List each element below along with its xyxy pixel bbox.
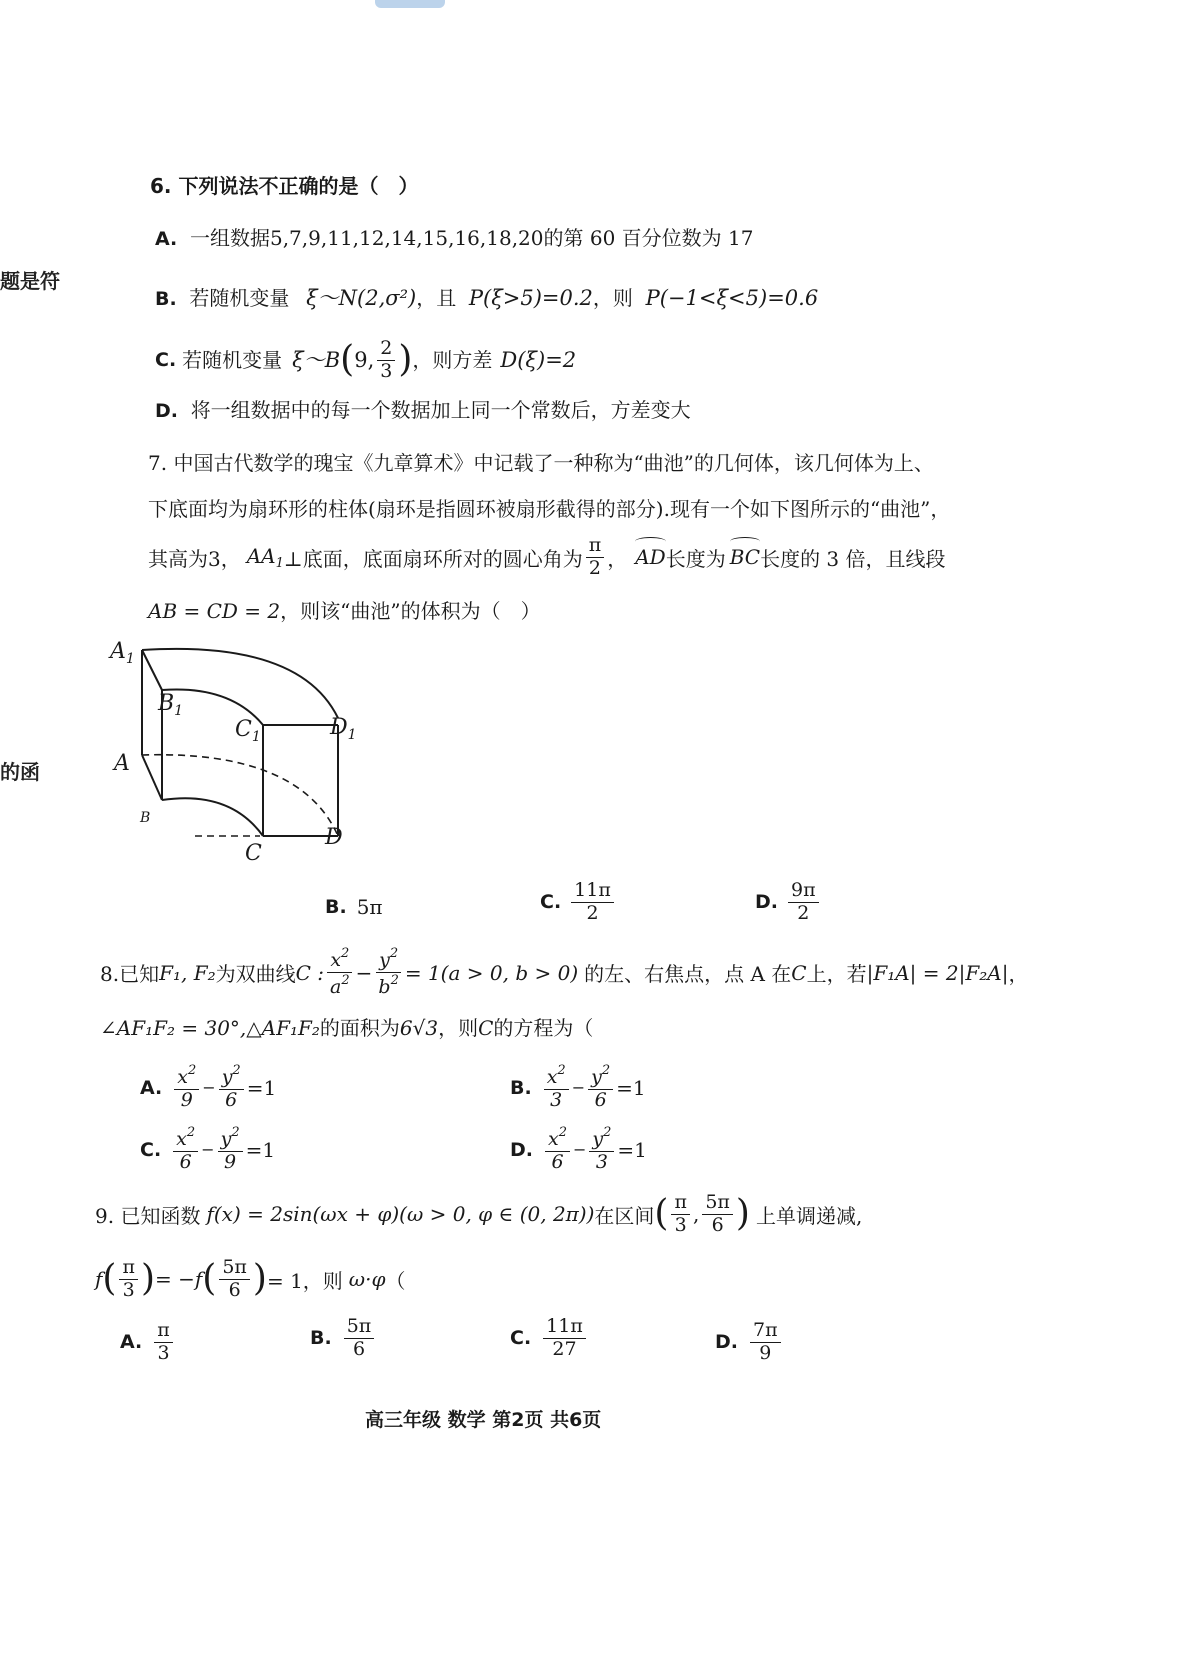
q9-option-d <box>715 1312 784 1372</box>
q8-hyperbola-text: 为双曲线 <box>215 962 296 986</box>
q7-c-fraction: $\frac{11\pi}{2}$ <box>571 881 614 924</box>
q8-intro: 8.已知 <box>100 962 160 986</box>
q8-curve-c: C <box>791 960 807 985</box>
q7-c-label: C. <box>540 891 562 913</box>
q6-b-dist: ξ～N(2,σ²) <box>306 286 417 310</box>
q9-option-a <box>120 1312 176 1372</box>
label-b: B <box>140 810 151 826</box>
q6-b-label: B. <box>155 288 177 310</box>
q7-arc-bc: BC <box>730 545 760 569</box>
q9-intro: 9. 已知函数 <box>95 1203 201 1228</box>
q8-b-den-y: 6 <box>594 1089 607 1111</box>
q8-c-den-x: 6 <box>179 1151 192 1173</box>
q9-equals: = 1，则 <box>266 1268 343 1293</box>
q9-arg2: $\frac{5\pi}{6}$ <box>219 1258 250 1301</box>
q9-interval-start: $\frac{\pi}{3}$ <box>671 1193 690 1236</box>
page-footer: 高三年级 数学 第2页 共6页 <box>365 1409 602 1431</box>
q8-a-den-y: 6 <box>225 1089 238 1111</box>
q8-option-d: D. $\frac{x^2}{6}$ − $\frac{y^2}{3}$ =1 <box>510 1125 647 1173</box>
q6-c-label: C. <box>155 348 177 371</box>
q9-f1: f <box>95 1267 103 1291</box>
label-c1: $C_1$ <box>235 717 261 745</box>
q9-a-fraction: $\frac{\pi}{3}$ <box>154 1321 173 1364</box>
label-a: A <box>114 751 130 776</box>
q8-area-value: 6√3 <box>399 1016 439 1040</box>
q7-perp-text: ⊥底面，底面扇环所对的圆心角为 <box>283 546 583 571</box>
q9-arg1: $\frac{\pi}{3}$ <box>119 1258 138 1301</box>
q8-then: ，则 <box>438 1016 479 1040</box>
q9-paren: （ <box>385 1268 406 1293</box>
q9-line-1: 9. 已知函数 f(x) = 2sin(ωx + φ)(ω > 0, φ ∈ (0, 2π)) 在区间 ( $\frac{\pi}{3}$ , $\frac{5\pi}{6}$ ) 上单调递减, <box>95 1190 863 1236</box>
q7-comma: ， <box>607 546 628 571</box>
label-a1: $A_1$ <box>110 639 135 667</box>
label-d: D <box>325 825 343 850</box>
q6-a-text: 一组数据5,7,9,11,12,14,15,16,18,20的第 60 百分位数为 17 <box>189 226 754 250</box>
q8-line-1: 8.已知 F₁, F₂ 为双曲线 C : $\frac{x^2}{a^2}$ − $\frac{y^2}{b^2}$ = 1(a > 0, b > 0) 的左、右焦点，点 A 在 C 上，若 |F₁A| = 2|F₂A| ， <box>100 946 1029 998</box>
q9-decreasing-text: 上单调递减, <box>755 1203 863 1228</box>
q8-question: 的方程为（ <box>493 1016 594 1040</box>
q7-option-d <box>755 872 822 932</box>
q6-a-label: A. <box>155 228 178 250</box>
q8-if-text: 上，若 <box>806 962 867 986</box>
q8-curve-c2: C <box>478 1016 494 1040</box>
q6-d-text: 将一组数据中的每一个数据加上同一个常数后，方差变大 <box>190 398 691 422</box>
q9-a-label: A. <box>120 1331 143 1353</box>
q6-b-cond: P(ξ>5)=0.2 <box>468 286 593 310</box>
q9-option-b <box>310 1308 377 1368</box>
q7-segment-eq: AB = CD = 2 <box>148 599 281 623</box>
q8-option-a: A. $\frac{x^2}{9}$ − $\frac{y^2}{6}$ =1 <box>140 1063 277 1111</box>
qu-chi-figure <box>100 630 380 870</box>
q6-b-mid: ，且 <box>416 286 457 310</box>
q9-line-2: f ( $\frac{\pi}{3}$ ) = −f ( $\frac{5\pi}{6}$ ) = 1，则 ω·φ （ <box>95 1255 406 1301</box>
q7-option-b <box>325 882 383 932</box>
margin-fragment-2: 的函 <box>0 760 40 784</box>
q8-condition: = 1(a > 0, b > 0) <box>404 960 579 985</box>
q8-x-term: $\frac{x^2}{a^2}$ <box>327 947 353 998</box>
q9-c-fraction: $\frac{11\pi}{27}$ <box>543 1317 586 1360</box>
q7-b-value: 5π <box>356 895 383 919</box>
q8-comma: ， <box>1008 962 1029 986</box>
q6-b-then: ，则 <box>592 286 633 310</box>
q9-d-label: D. <box>715 1331 738 1353</box>
q9-d-fraction: $\frac{7\pi}{9}$ <box>750 1321 781 1364</box>
q7-line-3 <box>148 532 946 582</box>
q8-focus-text: 的左、右焦点，点 A 在 <box>584 962 792 986</box>
q8-a-den-x: 9 <box>180 1089 193 1111</box>
q6-c-n: 9, <box>354 347 375 372</box>
q6-stem: 6. 下列说法不正确的是（ ） <box>150 174 419 198</box>
q6-c-dist: ξ～B <box>292 347 341 372</box>
q7-line-4 <box>148 595 541 624</box>
q8-d-den-y: 3 <box>595 1151 608 1173</box>
q6-c-pre: 若随机变量 <box>182 348 283 372</box>
q7-times-text: 长度的 3 倍，且线段 <box>760 546 946 571</box>
q8-triangle: △AF₁F₂ <box>246 1016 320 1040</box>
q7-height-text: 其高为3， <box>148 546 241 571</box>
q7-option-c <box>540 872 617 932</box>
margin-fragment-1: 题是符 <box>0 269 60 293</box>
q8-b-den-x: 3 <box>550 1089 563 1111</box>
q6-c-fraction: $\frac{2}{3}$ <box>377 339 395 382</box>
q7-arc-ad: AD <box>635 545 665 569</box>
q7-aa1: $AA_1$ <box>246 543 284 571</box>
q7-line-2: 下底面均为扇环形的柱体(扇环是指圆环被扇形截得的部分).现有一个如下图所示的“曲池”， <box>148 497 951 521</box>
q6-b-pre: 若随机变量 <box>189 286 290 310</box>
q8-option-c: C. $\frac{x^2}{6}$ − $\frac{y^2}{9}$ =1 <box>140 1125 276 1173</box>
q9-b-fraction: $\frac{5\pi}{6}$ <box>344 1317 375 1360</box>
label-b1: $B_1$ <box>158 691 184 719</box>
q8-d-label: D. <box>510 1138 533 1161</box>
q8-option-b: B. $\frac{x^2}{3}$ − $\frac{y^2}{6}$ =1 <box>510 1063 646 1111</box>
q6-d-label: D. <box>155 400 178 422</box>
q9-interval-text: 在区间 <box>594 1203 655 1228</box>
q7-length-text: 长度为 <box>665 546 726 571</box>
q7-d-label: D. <box>755 891 778 913</box>
q9-option-c <box>510 1308 589 1368</box>
label-d1: $D_1$ <box>330 715 357 743</box>
q8-b-label: B. <box>510 1076 532 1099</box>
q8-curve-name: C : <box>295 960 325 985</box>
q8-c-label: C. <box>140 1138 162 1161</box>
q8-foci: F₁, F₂ <box>159 960 216 985</box>
q9-c-label: C. <box>510 1327 532 1349</box>
q7-volume-question: ，则该“曲池”的体积为（ ） <box>280 599 541 623</box>
q7-line-1: 7. 中国古代数学的瑰宝《九章算术》中记载了一种称为“曲池”的几何体，该几何体为上、 <box>148 451 934 475</box>
q8-distance-eq: |F₁A| = 2|F₂A| <box>866 960 1009 985</box>
q8-line-2 <box>100 1012 593 1041</box>
label-c: C <box>245 841 262 866</box>
q9-function: f(x) = 2sin(ωx + φ)(ω > 0, φ ∈ (0, 2π)) <box>206 1202 595 1226</box>
q6-c-result: D(ξ)=2 <box>500 347 577 372</box>
q6-option-d <box>155 400 691 421</box>
q8-a-label: A. <box>140 1076 163 1099</box>
q9-b-label: B. <box>310 1327 332 1349</box>
q8-c-den-y: 9 <box>224 1151 237 1173</box>
scan-top-mark <box>375 0 445 8</box>
q9-neg-f: = −f <box>155 1267 203 1291</box>
q8-area-text: 的面积为 <box>319 1016 400 1040</box>
q7-d-fraction: $\frac{9\pi}{2}$ <box>788 881 819 924</box>
q7-angle-fraction: $\frac{\pi}{2}$ <box>586 536 605 579</box>
q6-c-mid: ，则方差 <box>412 348 493 372</box>
q9-interval-end: $\frac{5\pi}{6}$ <box>702 1193 733 1236</box>
q6-option-b <box>155 288 818 309</box>
q7-b-label: B. <box>325 896 347 918</box>
q6-option-c: C. 若随机变量 ξ～B ( 9, $\frac{2}{3}$ ) ，则方差 D(ξ)=2 <box>155 336 577 382</box>
q8-d-den-x: 6 <box>551 1151 564 1173</box>
q9-product: ω·φ <box>348 1267 386 1291</box>
q8-angle: ∠AF₁F₂ = 30°, <box>100 1016 247 1040</box>
q6-option-a <box>155 228 753 249</box>
q6-b-result: P(−1<ξ<5)=0.6 <box>645 286 819 310</box>
q8-y-term: $\frac{y^2}{b^2}$ <box>375 947 401 998</box>
